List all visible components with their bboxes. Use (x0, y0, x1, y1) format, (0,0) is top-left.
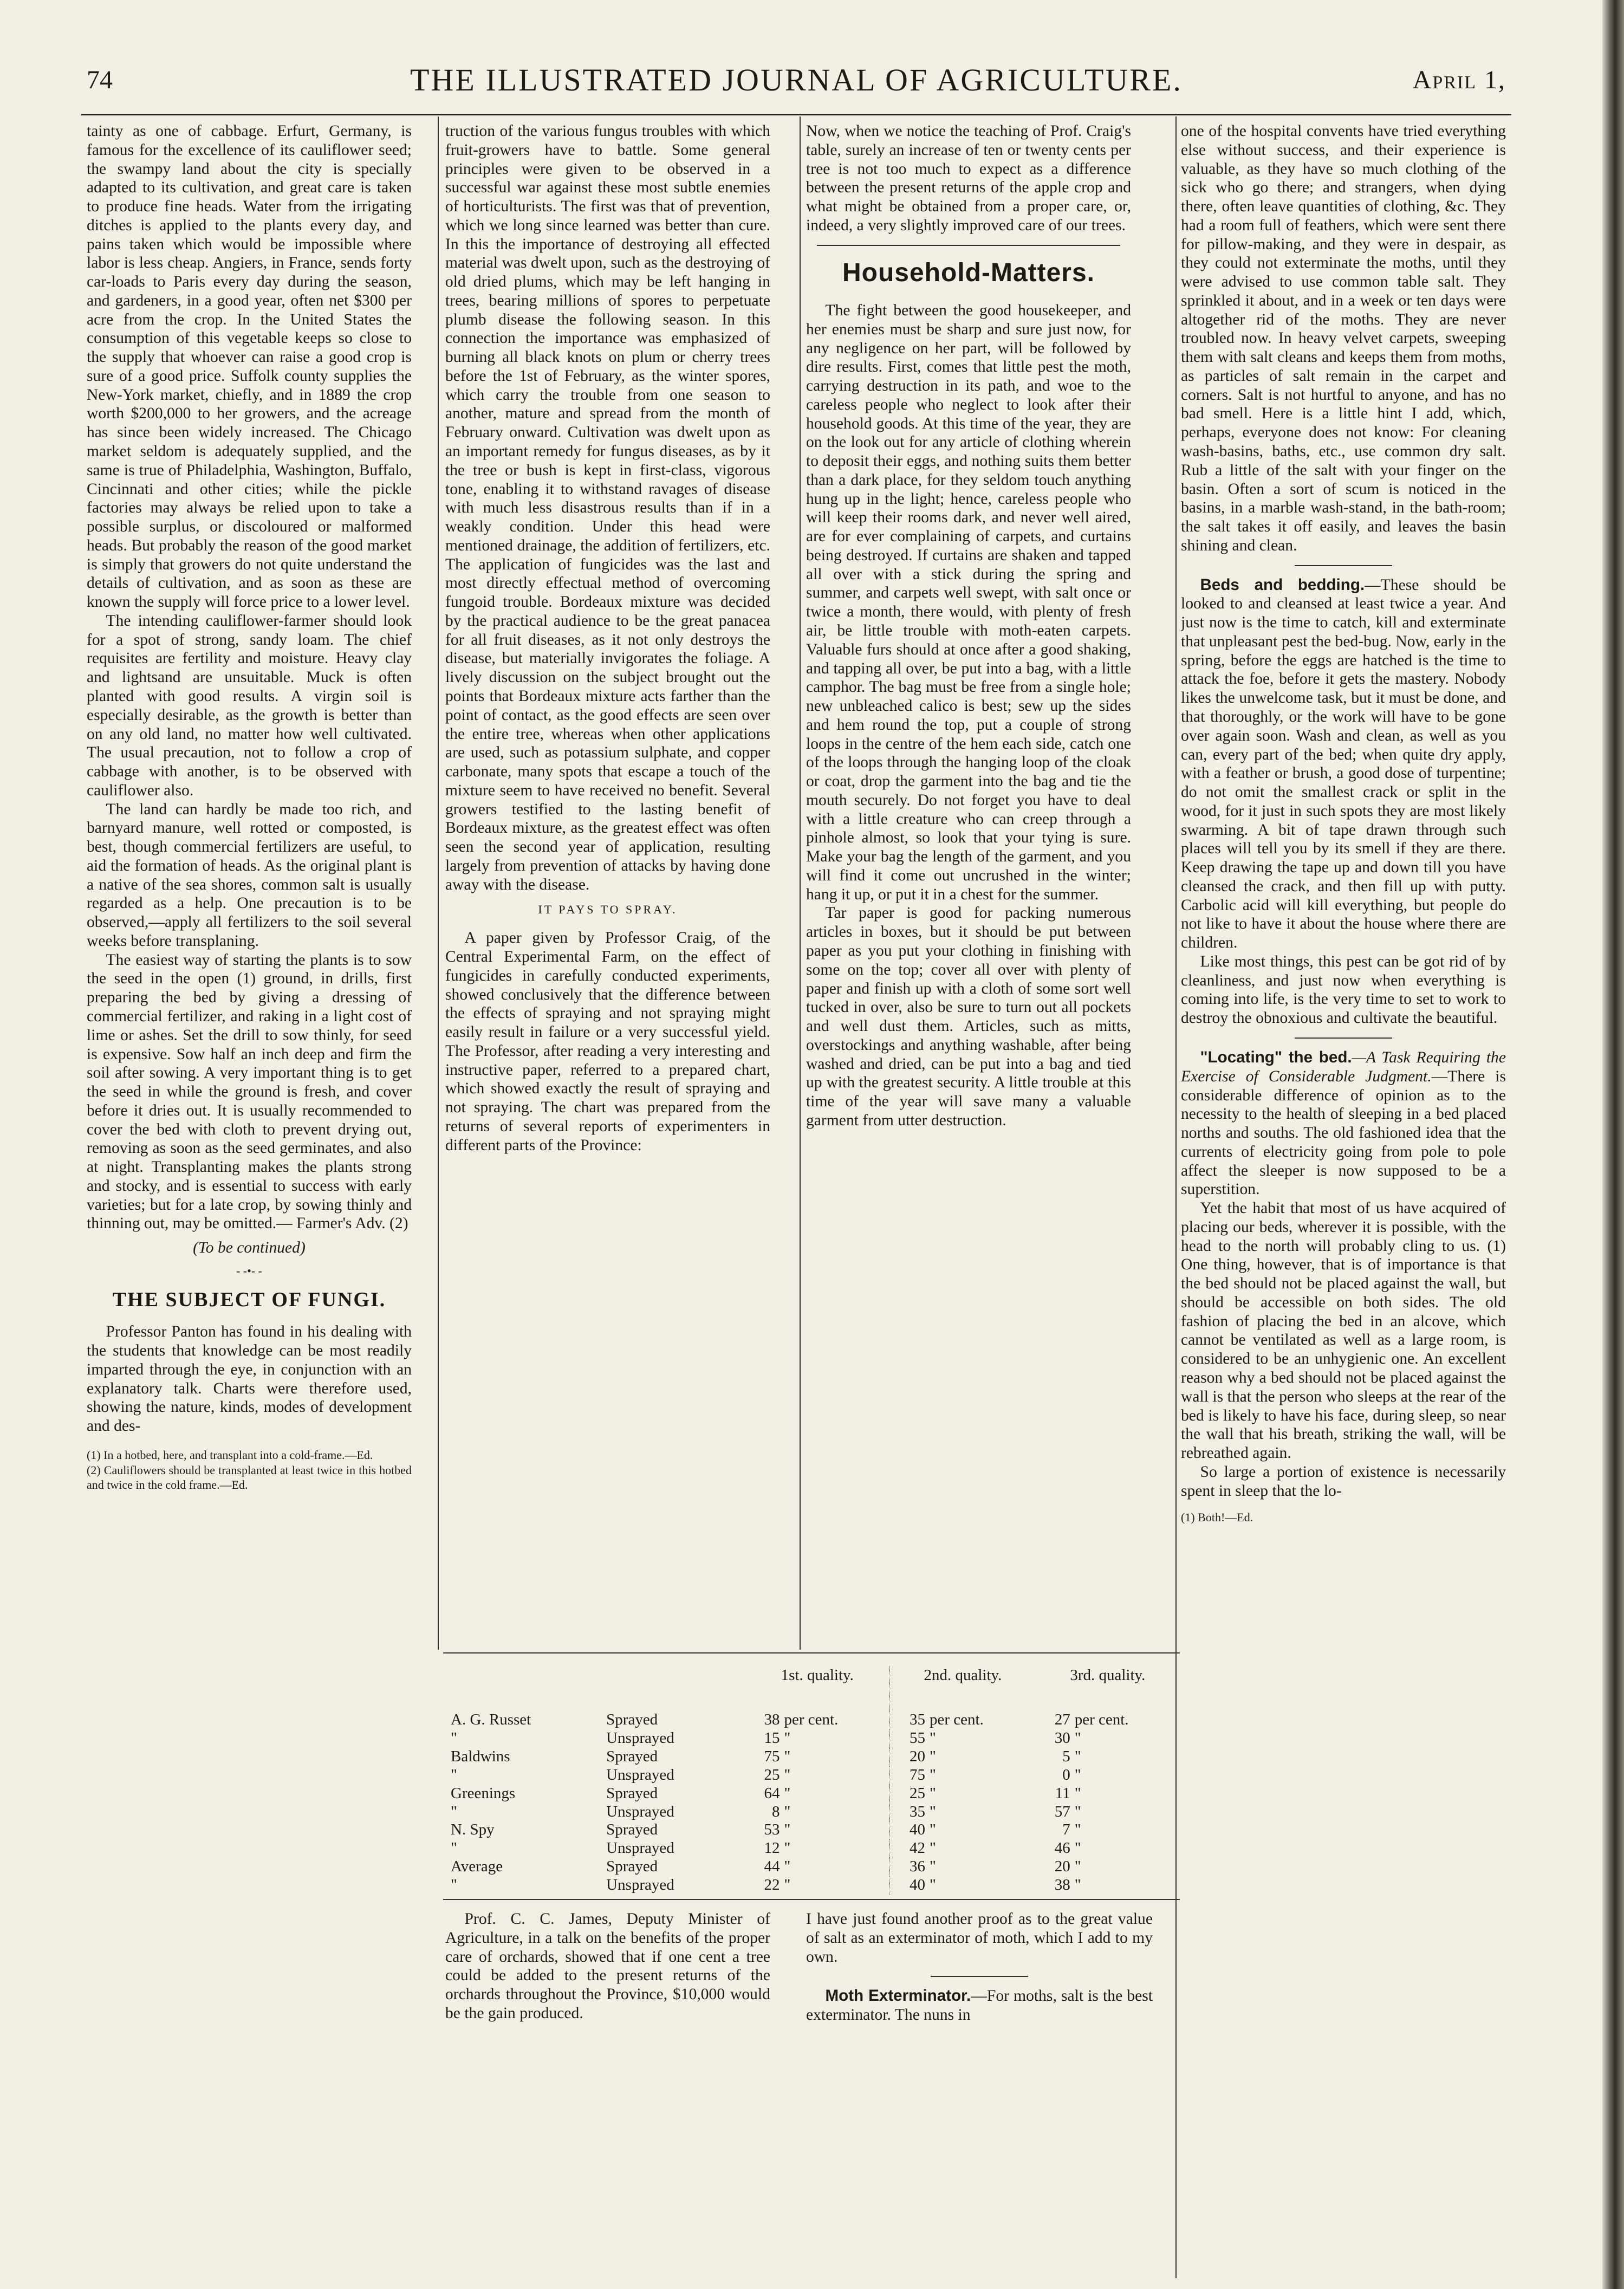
table-cell-unit: " (784, 1876, 791, 1894)
table-row (449, 1803, 1180, 1821)
james-paragraph: Prof. C. C. James, Deputy Minister of Agriculture, in a talk on the benefits of the proper care of orchards, showed that if one cent a tree could be added to the present returns of the orchards throughout the Province, $10,000 would be the gain produced. (445, 1910, 770, 2022)
table-cell-treatment: Sprayed (606, 1858, 658, 1876)
table-cell-third-quality: 30 (1054, 1729, 1070, 1747)
table-cell-third-quality: 7 (1062, 1821, 1070, 1839)
table-cell-third-quality: 57 (1054, 1802, 1070, 1820)
table-cell-unit: " (784, 1821, 791, 1839)
table-cell-unit: " (930, 1876, 936, 1894)
table-spacer (737, 1821, 745, 1839)
table-spacer (737, 1748, 745, 1766)
table-cell-second-quality: 35 (890, 1803, 927, 1821)
table-cell-second-quality: 20 (890, 1748, 927, 1766)
table-cell-second-quality: 36 (890, 1858, 927, 1876)
locating-text: —There is considerable difference of opinion as to the necessity to the health of sleeping in a bed placed norths and souths. The old fashioned idea that the currents of electricity going from pole to pole affect the sleeper is now supposed to be a superstition. (1181, 1067, 1506, 1198)
table-cell-second-quality: 55 (890, 1729, 927, 1748)
table-cell-unit: " (1074, 1858, 1081, 1876)
table-cell-third-quality: 5 (1062, 1747, 1070, 1765)
table-cell-unit: per cent. (784, 1710, 839, 1728)
craig-table-paragraph: Now, when we notice the teaching of Prof. Craig's table, surely an increase of ten or twenty cents per tree is not too much to expect as a difference between the present returns of the apple crop and what might be obtained from a proper care, or, indeed, a very slightly improved care of our trees. (806, 122, 1131, 234)
issue-date: April 1, (1412, 66, 1506, 94)
table-cell-unit: " (930, 1821, 936, 1839)
cauliflower-paragraph-4: The easiest way of starting the plants is to sow the seed in the open (1) ground, in drills, first preparing the bed by giving a dressing of commercial fertilizer, and raking in a light cost of lime or ashes. Set the drill to sow thinly, for seed is expensive. Sow half an inch deep and firm the soil after sowing. A very important thing is to get the seed in while the ground is fresh, and cover before it dries out. It is usually recommended to cover the bed with cloth to prevent drying out, removing as soon as the seed germinates, and also at night. Transplanting makes the plants strong and stocky, and is essential to success with early varieties; but for a late crop, by sowing thinly and thinning out, may be omitted.— Farmer's Adv. (2) (87, 951, 412, 1233)
table-cell-third-quality: 38 (1054, 1876, 1070, 1894)
table-cell-unit: " (930, 1858, 936, 1876)
table-cell-variety: " (451, 1802, 457, 1820)
footnote (1181, 1510, 1506, 1525)
locating-subheading: "Locating" the bed. (1200, 1048, 1352, 1066)
table-spacer (737, 1803, 745, 1821)
table-cell-treatment: Unsprayed (606, 1766, 674, 1784)
table-cell-unit: " (930, 1729, 936, 1747)
table-cell-variety: Average (451, 1858, 503, 1876)
beds-subheading: Beds and bedding. (1200, 575, 1365, 594)
table-cell-treatment: Sprayed (606, 1784, 658, 1802)
table-spacer (737, 1839, 745, 1858)
table-cell-first-quality: 38 (764, 1710, 780, 1728)
table-cell-first-quality: 15 (764, 1729, 780, 1747)
column-2 (445, 122, 770, 1623)
table-header-cell: 1st. quality. (781, 1667, 854, 1684)
footnotes (87, 1448, 412, 1493)
moth-paragraph (806, 1987, 1153, 2025)
table-cell-treatment: Unsprayed (606, 1729, 674, 1747)
table-cell-unit: " (784, 1784, 791, 1802)
moth-text: —For moths, salt is the best exterminator. The nuns in (806, 1987, 1153, 2024)
table-cell-first-quality: 22 (764, 1876, 780, 1894)
table-cell-unit: " (1074, 1839, 1081, 1857)
table-spacer (737, 1876, 745, 1895)
table-cell-unit: " (930, 1839, 936, 1857)
table-cell-first-quality: 25 (764, 1766, 780, 1784)
section-rule (817, 245, 1120, 246)
table-spacer (737, 1785, 745, 1803)
table-spacer (737, 1729, 745, 1748)
table-cell-unit: " (784, 1729, 791, 1747)
cauliflower-paragraph-3: The land can hardly be made too rich, and barnyard manure, well rotted or composted, is best, though commercial fertilizers are useful, to aid the formation of heads. As the original plant is a native of the sea shores, common salt is usually regarded as a help. One precaution is to be observed,—apply all fertilizers to the soil several weeks before transplaning. (87, 800, 412, 950)
table-cell-variety: Greenings (451, 1784, 516, 1802)
table-cell-third-quality: 0 (1062, 1766, 1070, 1784)
journal-title: THE ILLUSTRATED JOURNAL OF AGRICULTURE. (410, 62, 1183, 98)
beds-paragraph (1181, 576, 1506, 952)
beds-text: —These should be looked to and cleansed at least twice a year. And just now is the time to catch, kill and exterminate that unpleasant pest the bed-bug. Now, early in the spring, before the eggs are hatched is the time to attack the foe, before it gets the mastery. Nobody likes the unwelcome task, but it must be done, and that thoroughly, or the work will have to be gone over again soon. Wash and clean, as well as you can, every part of the bed; when quite dry apply, with a feather or brush, a good dose of turpentine; do not omit the smallest crack or split in the wood, for it just in such spots they are most likely swarming. A bit of tape drawn through such places will tell you by its smell if they are there. Keep drawing the tape up and down till you have cleansed the crack, and then fill up with putty. Carbolic acid will kill everything, but people do not like to have it about the house where there are children. (1181, 576, 1506, 952)
table-cell-unit: " (784, 1802, 791, 1820)
to-be-continued: (To be continued) (193, 1239, 306, 1257)
table-cell-first-quality: 44 (764, 1858, 780, 1876)
table-cell-treatment: Unsprayed (606, 1802, 674, 1820)
table-cell-unit: " (784, 1858, 791, 1876)
table-cell-second-quality: 35 (890, 1711, 927, 1729)
table-cell-unit: " (784, 1747, 791, 1765)
table-cell-treatment: Sprayed (606, 1821, 658, 1839)
table-cell-unit: " (930, 1802, 936, 1820)
bedbug-paragraph: Like most things, this pest can be got rid of by cleanliness, and just now when everything is coming into life, is the very time to set to work to destroy the obnoxious and cultivate the beautiful. (1181, 952, 1506, 1027)
table-row (449, 1766, 1180, 1785)
table-cell-second-quality: 75 (890, 1766, 927, 1785)
table-cell-unit: " (1074, 1729, 1081, 1747)
table-header-cell: 2nd. quality. (890, 1666, 1036, 1711)
locating-paragraph (1181, 1048, 1506, 1199)
table-cell-first-quality: 12 (764, 1839, 780, 1857)
table-cell-second-quality: 42 (890, 1839, 927, 1858)
table-cell-third-quality: 27 (1054, 1710, 1070, 1728)
table-cell-treatment: Unsprayed (606, 1876, 674, 1894)
table-spacer (737, 1766, 745, 1785)
table-cell-variety: " (451, 1729, 457, 1747)
table-cell-variety: N. Spy (451, 1821, 495, 1839)
table-cell-first-quality: 75 (764, 1747, 780, 1765)
table-cell-second-quality: 25 (890, 1785, 927, 1803)
table-top-rule (443, 1652, 1180, 1653)
page-header (81, 60, 1511, 103)
section-ornament: - -•- - (236, 1263, 262, 1278)
table-cell-unit: " (930, 1747, 936, 1765)
header-rule (81, 114, 1511, 115)
table-spacer (737, 1858, 745, 1876)
column-1 (87, 122, 412, 2278)
household-paragraph-1: The fight between the good housekeeper, and her enemies must be sharp and sure just now, for any negligence on her part, will be followed by dire results. First, comes that little pest the moth, carrying destruction in its path, and woe to the careless people who neglect to look after their household goods. At this time of the year, they are on the look out for any article of clothing wherein to deposit their eggs, and nothing suits them better than a dark place, for they seldom touch anything hung up in the light; hence, careless people who will keep their rooms dark, and never well aired, are for ever complaining of carpets, and curtains being destroyed. If curtains are shaken and tapped all over with a stick during the spring and summer, and carpets well swept, with salt once or twice a month, there would, with plenty of fresh air, be little trouble with moth-eaten carpets. Valuable furs should at once after a good shaking, and tapping all over, be put into a bag, with a little camphor. The bag must be free from a single hole; new unbleached calico is best; sew up the sides and hem round the top, put a couple of strong loops in the centre of the hem each side, catch one of the loops through the hanging loop of the cloak or coat, drop the garment into the bag and tie the mouth securely. Do not forget you have to deal with a little creature who can creep through a pinhole almost, so look that your tying is sure. Make your bag the length of the garment, and you will find it come out uncrushed in the winter; hang it up, or put it in a chest for the summer. (806, 301, 1131, 903)
table-cell-unit: per cent. (930, 1710, 984, 1728)
column-divider (800, 116, 801, 1650)
footnote-both: (1) Both!—Ed. (1181, 1510, 1253, 1525)
table-cell-unit: " (1074, 1876, 1081, 1894)
book-binding-edge (1602, 0, 1624, 2289)
table-cell-variety: " (451, 1766, 457, 1784)
table-cell-unit: " (930, 1766, 936, 1784)
table-cell-first-quality: 8 (771, 1802, 780, 1820)
table-row (449, 1729, 1180, 1748)
table-row (449, 1748, 1180, 1766)
table-cell-treatment: Sprayed (606, 1747, 658, 1765)
table-cell-unit: " (1074, 1802, 1081, 1820)
table-cell-unit: " (784, 1839, 791, 1857)
spray-heading: IT PAYS TO SPRAY. (538, 903, 678, 917)
section-rule (931, 1976, 1028, 1977)
column-3-bottom (806, 1910, 1153, 2278)
page-number: 74 (87, 66, 113, 94)
table-row (449, 1785, 1180, 1803)
table-cell-first-quality: 64 (764, 1784, 780, 1802)
table-cell-second-quality: 40 (890, 1876, 927, 1895)
moth-subheading: Moth Exterminator. (825, 1987, 971, 2005)
footnote-2: (2) Cauliflowers should be transplanted at least twice in this hotbed and twice in the cold frame.—Ed. (87, 1463, 412, 1492)
table-cell-first-quality: 53 (764, 1821, 780, 1839)
household-heading: Household-Matters. (842, 258, 1095, 287)
spray-paragraph: A paper given by Professor Craig, of the Central Experimental Farm, on the effect of fungicides in carefully conducted experiments, showed conclusively that the difference between the effects of spraying and not spraying might easily result in failure or a very successful yield. The Professor, after reading a very interesting and instructive paper, referred to a prepared chart, which showed exactly the result of spraying and not spraying. The chart was prepared from the returns of several reports of experimenters in different parts of the Province: (445, 929, 770, 1154)
table-cell-unit: " (784, 1766, 791, 1784)
cauliflower-paragraph-2: The intending cauliflower-farmer should look for a spot of strong, sandy loam. The chief requisites are fertility and moisture. Heavy clay and lightsand are unsuitable. Muck is often planted with good results. A virgin soil is especially desirable, as the growth is better than on any old land, no matter how well cultivated. The usual precaution, not to follow a crop of cabbage with another, is to be observed with cauliflower also. (87, 612, 412, 799)
section-rule (1295, 1037, 1392, 1039)
table-row (449, 1858, 1180, 1876)
table-cell-third-quality: 46 (1054, 1839, 1070, 1857)
column-divider (1175, 116, 1177, 2278)
column-3 (806, 122, 1131, 1623)
table-cell-unit: " (930, 1784, 936, 1802)
locating-subtitle: —A Task Requiring the Exercise of Considerable Judgment. (1181, 1048, 1506, 1085)
table-cell-treatment: Unsprayed (606, 1839, 674, 1857)
column-4 (1181, 122, 1506, 2278)
fungi-paragraph: Professor Panton has found in his dealing with the students that knowledge can be most readily imparted through the eye, in conjunction with an explanatory talk. Charts were therefore used, showing the nature, kinds, modes of development and des- (87, 1323, 412, 1435)
salt-proof-paragraph: I have just found another proof as to the great value of salt as an exterminator of moth, which I add to my own. (806, 1910, 1153, 1966)
sleep-paragraph: So large a portion of existence is necessarily spent in sleep that the lo- (1181, 1463, 1506, 1500)
table-header-row (449, 1666, 1180, 1711)
section-rule (1295, 565, 1392, 566)
table-cell-variety: " (451, 1876, 457, 1894)
table-cell-unit: " (1074, 1784, 1081, 1802)
spraying-results-table (449, 1666, 1180, 1895)
table-spacer (737, 1711, 745, 1729)
table-header-cell: 3rd. quality. (1070, 1667, 1146, 1684)
fungi-paragraph-continued: truction of the various fungus troubles with which fruit-growers have to battle. Some general principles were given to be observed in a successful war against these most subtle enemies of horticulturists. The first was that of prevention, which we long since learned was better than cure. In this the importance of destroying all effected material was dwelt upon, such as the destroying of old dried plums, which may be left hanging in trees, bearing millions of spores to perpetuate plumb disease the following season. In this connection the importance was emphasized of burning all black knots on plum or cherry trees before the 1st of February, as the winter spores, which carry the trouble from one season to another, mature and spread from the month of February onward. Cultivation was dwelt upon as an important remedy for fungus diseases, as by it the tree or bush is kept in first-class, vigorous tone, enabling it to withstand ravages of disease with much less disastrous results than if in a weakly condition. Under this head were mentioned drainage, the addition of fertilizers, etc. The application of fungicides was the last and most directly effectual method of overcoming fungoid trouble. Bordeaux mixture was decided by the practical audience to be the great panacea for all fruit diseases, as it not only destroys the disease, but materially invigorates the foliage. A lively discussion on the subject brought out the points that Bordeaux mixture acts farther than the point of contact, as the good effects are seen over the entire tree, whereas when other applications are used, such as potassium sulphate, and copper carbonate, many spots that escape a touch of the mixture seem to have received no benefit. Several growers testified to the lasting benefit of Bordeaux mixture, as the greatest effect was often seen the second year of application, resulting largely from prevention of attacks by having done away with the disease. (445, 122, 770, 893)
cauliflower-paragraph-1: tainty as one of cabbage. Erfurt, Germany, is famous for the excellence of its cauliflower seed; the swampy land about the city is specially adapted to its cultivation, and great care is taken to produce fine heads. Water from the irrigating ditches is applied to the plants every day, and pains taken which would be impossible where labor is less cheap. Angiers, in France, sends forty car-loads to Paris every day during the season, and gardeners, in a good year, often net $300 per acre from the crop. In the United States the consumption of this vegetable keeps so close to the supply that whoever can raise a good crop is sure of a good price. Suffolk county supplies the New-York market, chiefly, and in 1889 the crop worth $200,000 to her growers, and the acreage has since been widely increased. The Chicago market seldom is adequately supplied, and the same is true of Philadelphia, Washington, Buffalo, Cincinnati and other cities; while the pickle factories may always be relied upon to take a possible surplus, or discoloured or malformed heads. But probably the reason of the good market is simply that growers do not quite understand the details of cultivation, and as soon as these are known the supply will force price to a lower level. (87, 122, 412, 611)
table-bottom-rule (443, 1899, 1180, 1900)
table-cell-unit: per cent. (1074, 1710, 1129, 1728)
table-cell-unit: " (1074, 1766, 1081, 1784)
column-divider (438, 116, 439, 1650)
table-row (449, 1839, 1180, 1858)
table-cell-third-quality: 11 (1055, 1784, 1070, 1802)
table-row (449, 1876, 1180, 1895)
table-cell-second-quality: 40 (890, 1821, 927, 1839)
footnote-1: (1) In a hotbed, here, and transplant into a cold-frame.—Ed. (87, 1448, 373, 1462)
table-row (449, 1821, 1180, 1839)
table-row (449, 1711, 1180, 1729)
table-cell-unit: " (1074, 1821, 1081, 1839)
table-cell-treatment: Sprayed (606, 1710, 658, 1728)
table-cell-unit: " (1074, 1747, 1081, 1765)
household-paragraph-2: Tar paper is good for packing numerous articles in boxes, but it should be put between paper as you put your clothing in finishing with some on the top; cover all over with plenty of paper and finish up with a cloth of some sort well tucked in over, also be sure to turn out all pockets and well dust them. Articles, such as mitts, overstockings and anything washable, after being washed and dried, can be put into a bag and tied up with the greatest security. A little trouble at this time of the year will save many a valuable garment from utter destruction. (806, 904, 1131, 1129)
table-cell-third-quality: 20 (1054, 1858, 1070, 1876)
table-cell-variety: " (451, 1839, 457, 1857)
table-cell-variety: Baldwins (451, 1747, 510, 1765)
salt-paragraph: one of the hospital convents have tried everything else without success, and their experience is valuable, as they have so much clothing of the sick who go there; and strangers, when dying there, often leave quantities of clothing, &c. They had a room full of feathers, which were sent there for pillow-making, and they were in despair, as they could not exterminate the moths, until they were advised to use common table salt. They sprinkled it about, and in a week or ten days were altogether rid of the moths. They are never troubled now. In heavy velvet carpets, sweeping them with salt cleans and keeps them from moths, as particles of salt remain in the carpet and corners. Salt is not hurtful to anyone, and has no bad smell. Here is a little hint I add, which, perhaps, everyone does not know: For cleaning wash-basins, baths, etc., use common dry salt. Rub a little of the salt with your finger on the basin. Often a sort of scum is noticed in the basins, in a marble wash-stand, in the bath-room; the salt takes it off easily, and leaves the basin shining and clean. (1181, 122, 1506, 554)
table-body (449, 1711, 1180, 1895)
table-cell-variety: A. G. Russet (451, 1710, 531, 1728)
bed-habit-paragraph: Yet the habit that most of us have acquired of placing our beds, wherever it is possible, with the head to the north will probably cling to us. (1) One thing, however, that is of importance is that the bed should not be placed against the wall, but should be accessible on both sides. The old fashion of placing the bed in an alcove, which cannot be ventilated as well as a large room, is considered to be an unhygienic one. An excellent reason why a bed should not be placed against the wall is that the person who sleeps at the rear of the bed is likely to have his face, during sleep, so near the wall that his breath, striking the wall, will be rebreathed again. (1181, 1199, 1506, 1462)
column-2-bottom (445, 1910, 770, 2278)
fungi-heading: THE SUBJECT OF FUNGI. (112, 1288, 386, 1311)
